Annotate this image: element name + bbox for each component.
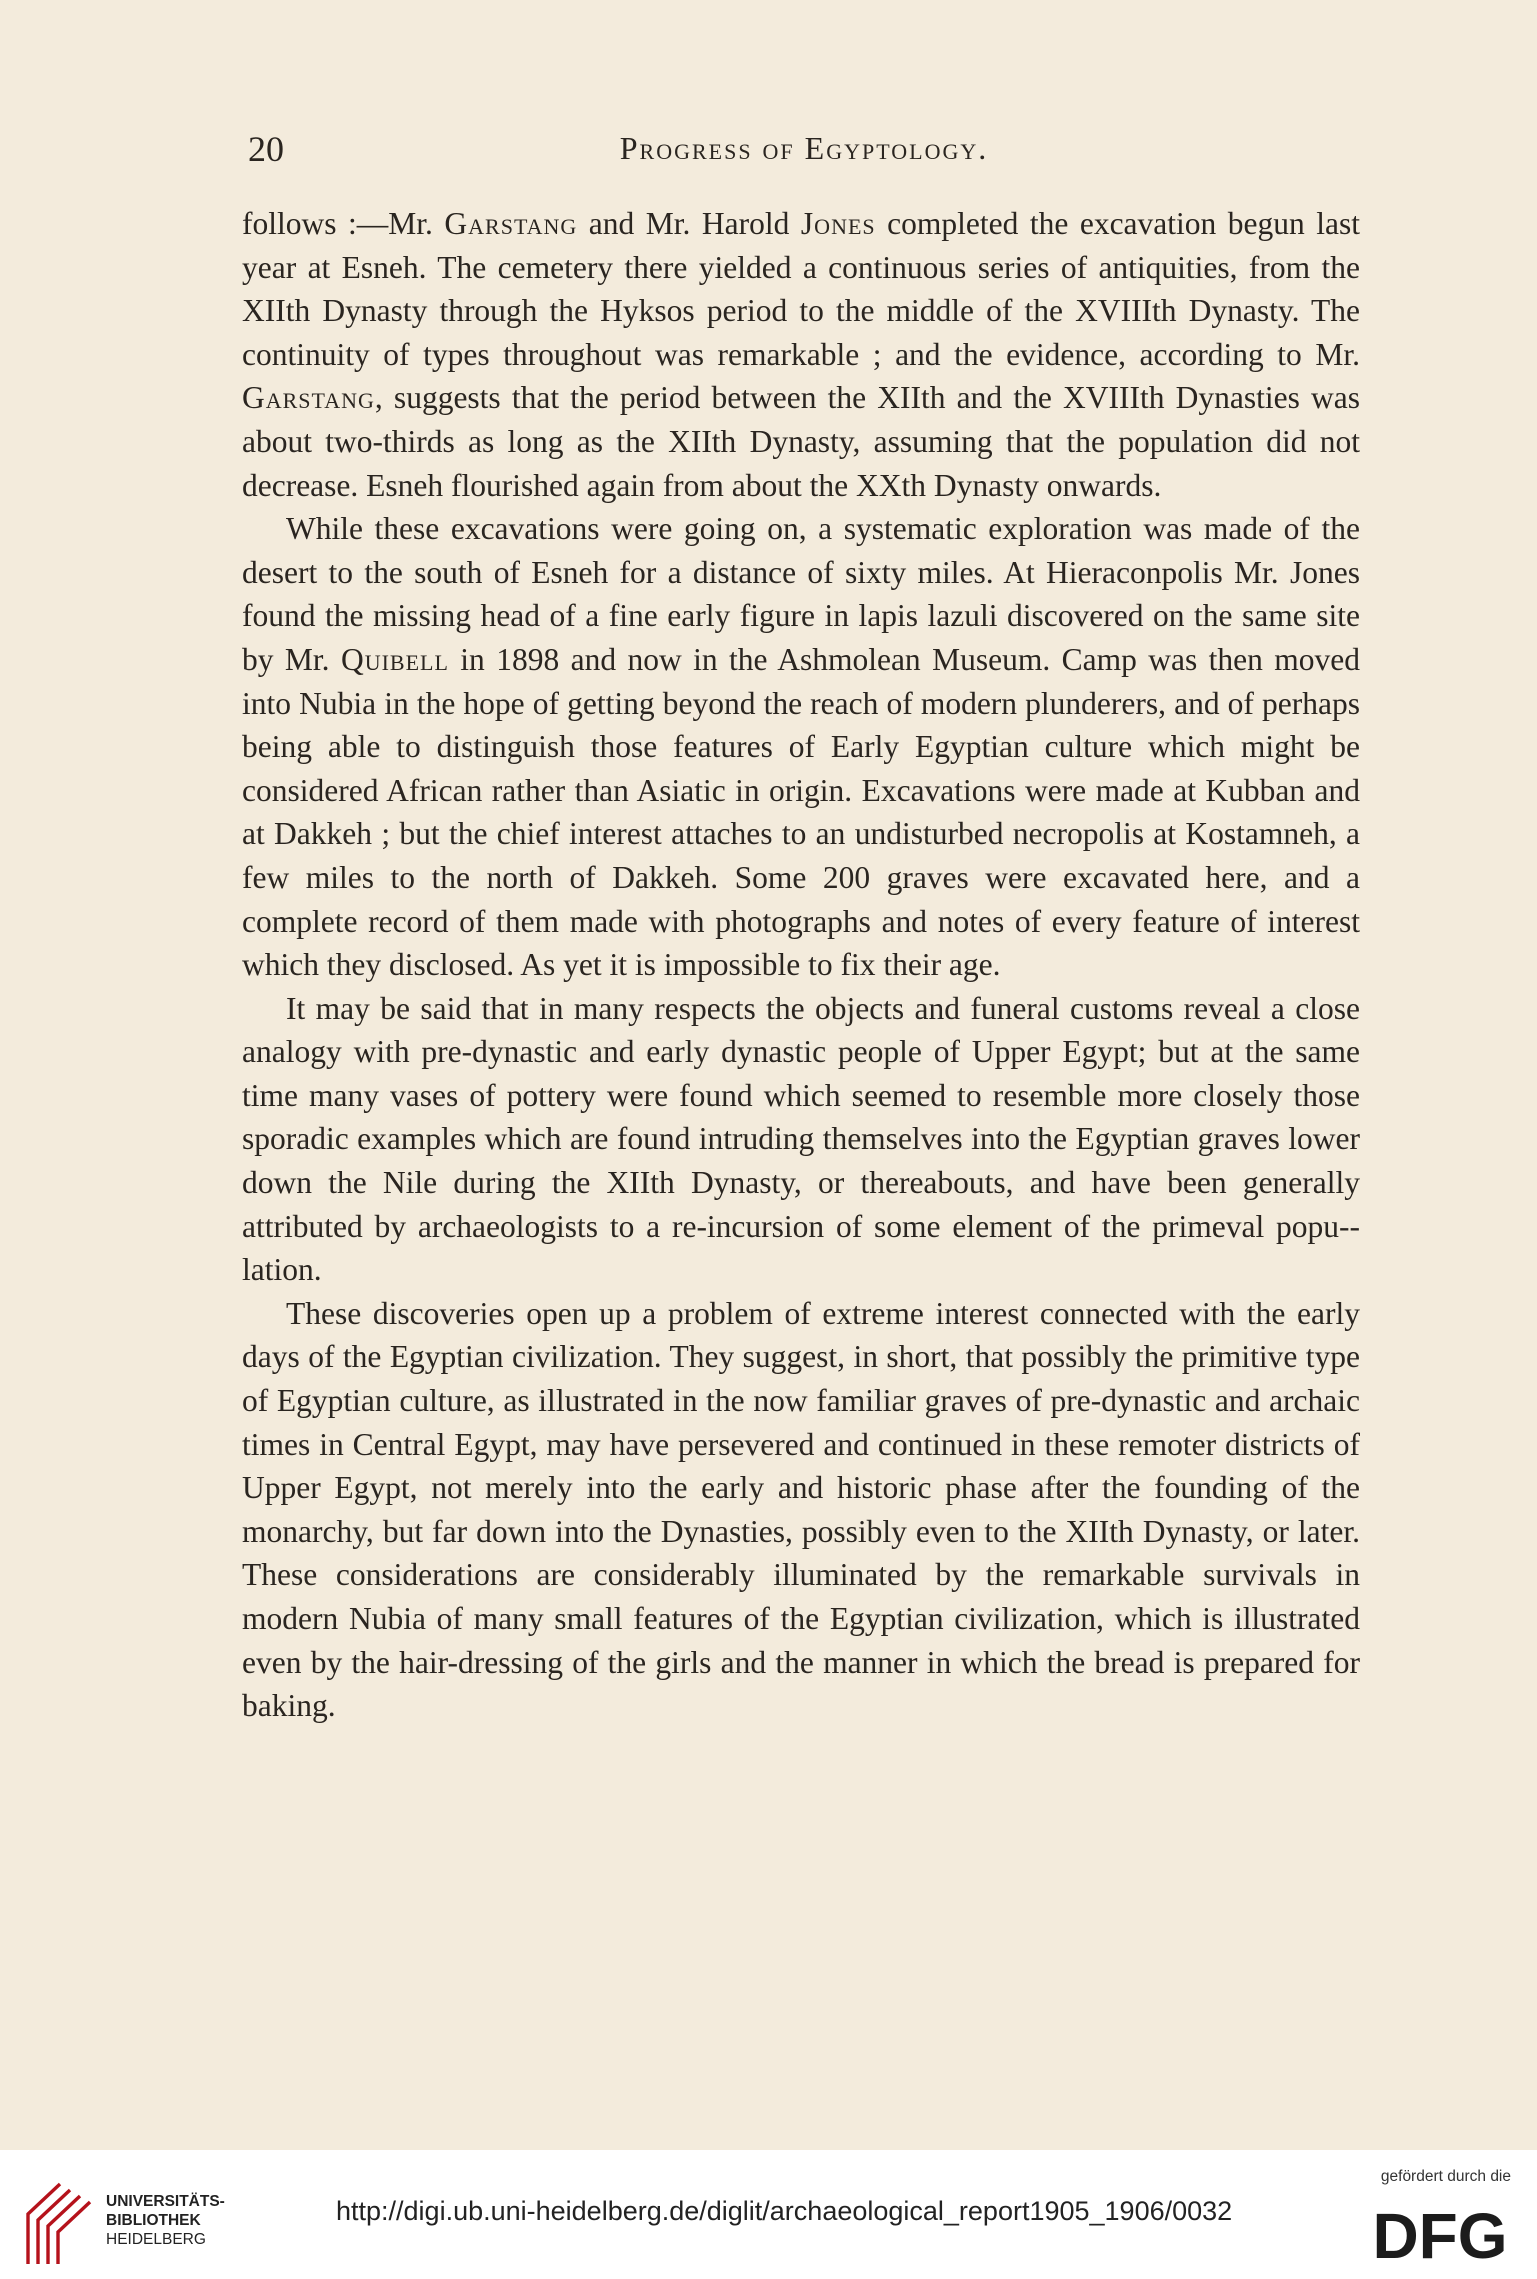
paragraph — [242, 987, 1360, 1292]
page-number: 20 — [248, 129, 284, 169]
university-library-name — [106, 2192, 225, 2249]
text-run: , suggests that the period between the XIIth and the XVIIIth Dynasties was about two-thirds as long as the XIIth Dynasty, assuming that the population did not decrease. Esneh flourished again from about the XXth Dynasty onwards. — [242, 380, 1360, 503]
text-run: These discoveries open up a problem of extreme interest connected with the early days of the Egyptian civilization. They suggest, in short, that possibly the primitive type of Egyptian culture, as illustrated in the now familiar graves of pre-dynastic and archaic times in Central Egypt, may have persevered and continued in these remoter districts of Upper Egypt, not merely into the early and historic phase after the founding of the monarchy, but far down into the Dynasties, possibly even to the XIIth Dynasty, or later. These considerations are considerably illuminated by the remarkable survivals in modern Nubia of many small features of the Egyptian civilization, which is illustrated even by the hair-dressing of the girls and the manner in which the bread is prepared for baking. — [242, 1295, 1360, 1724]
text-run: It may be said that in many respects the objects and funeral customs reveal a close analogy with pre-dynastic and early dynastic people of Upper Egypt; but at the same time many vases of pottery were found which seemed to resemble more closely those sporadic examples which are found intruding themselves into the Egyptian graves lower down the Nile during the XIIth Dynasty, or thereabouts, and have been generally attributed by archaeologists to a re-incursion of some element of the primeval popu-lation. — [242, 990, 1360, 1288]
text-run: completed the excavation begun last year at Esneh. The cemetery there yielded a continuous series of antiquities, from the XIIth Dynasty through the Hyksos period to the middle of the XVIIIth Dynasty. The continuity of types throughout was remarkable ; and the evidence, according to Mr. — [242, 206, 1361, 372]
running-title: Progress of Egyptology. — [619, 130, 989, 166]
body-text — [242, 202, 1360, 1728]
proper-name-small-caps: Garstang — [444, 206, 578, 241]
funded-by-label: gefördert durch die — [1380, 2168, 1511, 2185]
permalink-url[interactable]: http://digi.ub.uni-heidelberg.de/diglit/archaeological_report1905_1906/0032 — [336, 2196, 1233, 2226]
library-name-line-3: HEIDELBERG — [106, 2231, 206, 2248]
text-run: and Mr. Harold — [577, 206, 801, 241]
viewer-footer — [0, 2150, 1537, 2279]
paragraph — [242, 1292, 1360, 1728]
dfg-logo-text: DFG — [1372, 2202, 1508, 2264]
text-run: in 1898 and now in the Ashmolean Museum. Camp was then moved into Nubia in the hope of getting beyond the reach of modern plunderers, and of perhaps being able to distinguish those features of Early Egyptian culture which might be considered African rather than Asiatic in origin. Excavations were made at Kubban and at Dakkeh ; but the chief interest attaches to an undisturbed necropolis at Kostamneh, a few miles to the north of Dakkeh. Some 200 graves were excavated here, and a complete record of them made with photographs and notes of every feature of interest which they disclosed. As yet it is impossible to fix their age. — [242, 641, 1361, 983]
proper-name-small-caps: Jones — [800, 206, 876, 241]
text-run: follows :—Mr. — [242, 206, 445, 241]
dfg-logo-icon[interactable] — [1365, 2202, 1515, 2264]
proper-name-small-caps: Garstang — [242, 380, 375, 416]
text-run: While these excavations were going on, a systematic exploration was made of the desert to the south of Esneh for a distance of sixty miles. At Hieraconpolis Mr. Jones found the missing head of a fine early figure in lapis lazuli discovered on the same site by Mr. — [242, 511, 1360, 677]
library-name-line-1: UNIVERSITÄTS- — [106, 2193, 225, 2210]
page-header — [248, 128, 1360, 178]
library-name-line-2: BIBLIOTHEK — [106, 2212, 201, 2229]
proper-name-small-caps: Quibell — [340, 641, 449, 677]
paragraph — [242, 202, 1360, 507]
university-library-logo-icon[interactable] — [8, 2178, 98, 2268]
paragraph — [242, 507, 1360, 987]
